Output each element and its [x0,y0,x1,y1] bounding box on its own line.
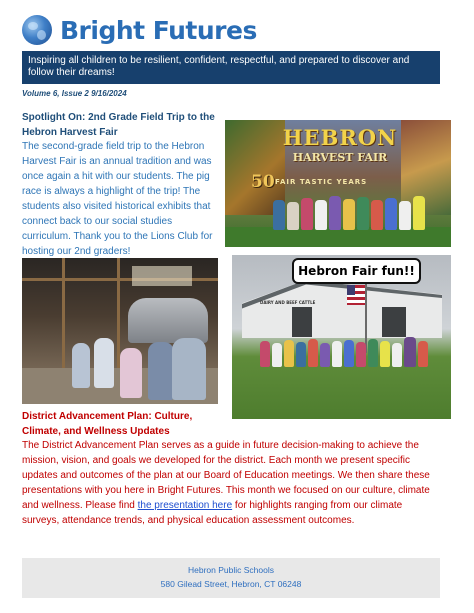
issue-label: Volume 6, Issue 2 9/16/2024 [22,89,127,98]
photo-sign-tagline: FAIR TASTIC YEARS [275,178,368,186]
globe-icon [22,15,52,45]
brand-title: Bright Futures [60,15,257,45]
footer-address: 580 Gilead Street, Hebron, CT 06248 [160,579,302,589]
tagline-banner: Inspiring all children to be resilient, confident, respectful, and prepared to discover and follow their dreams! [22,51,440,84]
plan-title: District Advancement Plan: Culture, Climate, and Wellness Updates [22,411,193,437]
footer [22,558,440,598]
spotlight-title: Spotlight On: 2nd Grade Field Trip to the Hebron Harvest Fair [22,112,215,138]
hebron-fair-group-photo [225,120,451,247]
presentation-link[interactable]: the presentation here [137,500,233,511]
photo-sign-number: 50 [251,172,275,192]
footer-school-name: Hebron Public Schools [188,565,274,575]
plan-body [22,438,442,528]
plan-body-text-end: for highlights ranging from our climate surveys, attendance trends, and physical education assessment outcomes. [22,500,403,526]
photo-sign-subtitle: HARVEST FAIR [292,151,388,164]
masthead [22,10,257,50]
photo-sign-title: HEBRON [282,125,398,150]
barn-exhibit-photo [22,258,218,404]
plan-body-text: The District Advancement Plan serves as a guide in future decision-making to achieve the mission, vision, and goals we developed for the district. Each month we present specific updates and outcomes of the plan at our Board of Education meetings. We then share these presentations with you here in Bright Futures. This month we focused on our culture, climate and wellness. Please find [22,440,430,511]
fair-photo-caption: Hebron Fair fun!! [292,258,421,284]
barn-sign-text: DAIRY AND BEEF CATTLE [260,300,316,305]
spotlight-body: The second-grade field trip to the Hebron Harvest Fair is an annual tradition and was once again a hit with our students. The pig race is always a highlight of the trip! The students also visited historical exhibits that connect back to our social studies curriculum. Thank you to the Lions Club for hosting our 2nd graders! [22,141,213,257]
